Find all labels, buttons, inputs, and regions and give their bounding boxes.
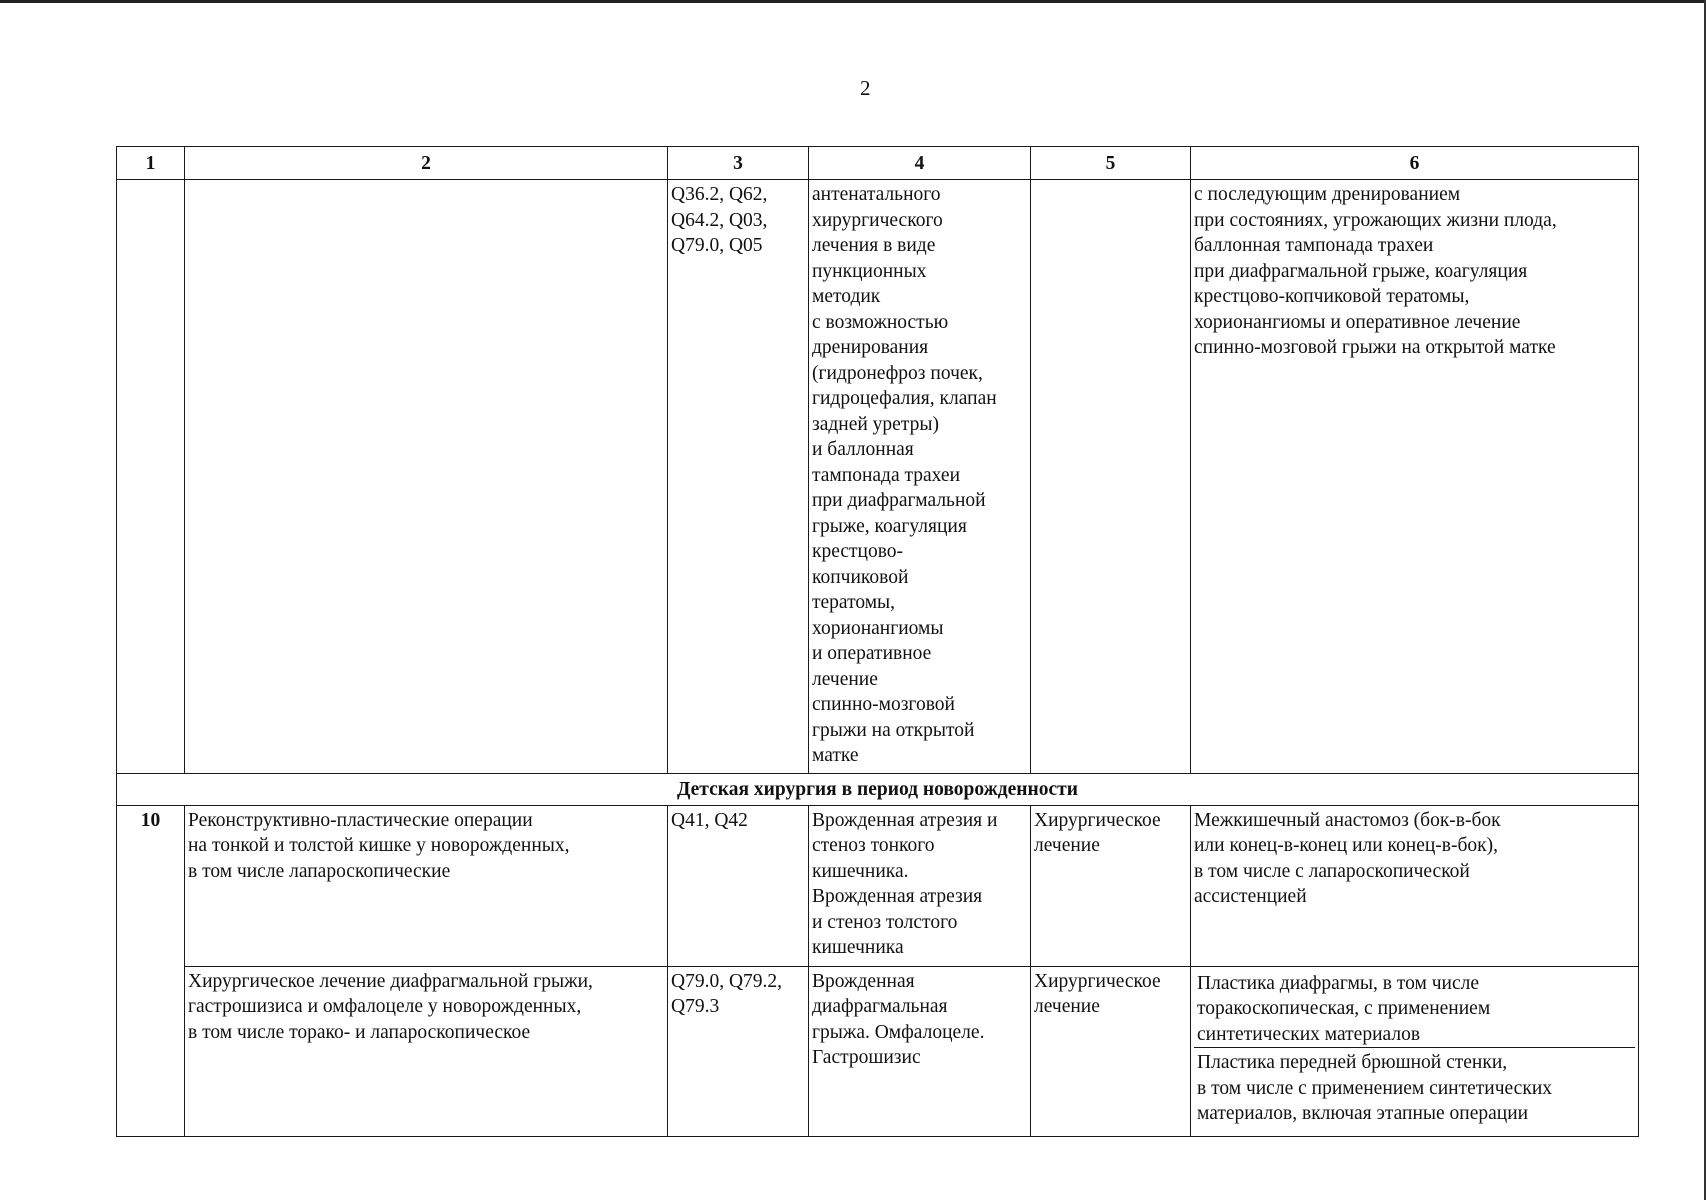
- column-header-5: 5: [1031, 147, 1191, 180]
- cell-patient-model: Врожденная диафрагмальная грыжа. Омфалоцеле. Гастрошизис: [809, 966, 1031, 1136]
- cell-icd-codes: Q41, Q42: [668, 805, 809, 966]
- table-header-row: [117, 147, 1639, 180]
- cell-patient-model: Врожденная атрезия и стеноз тонкого кишечника. Врожденная атрезия и стеноз толстого кишечника: [809, 805, 1031, 966]
- column-header-1: 1: [117, 147, 185, 180]
- cell-treatment-method: с последующим дренированием при состояниях, угрожающих жизни плода, баллонная тампонада трахеи при диафрагмальной грыже, коагуляция крестцово-копчиковой тератомы, хорионангиомы и оперативное лечение спинно-мозговой грыжи на открытой матке: [1191, 180, 1639, 774]
- cell-icd-codes: Q36.2, Q62, Q64.2, Q03, Q79.0, Q05: [668, 180, 809, 774]
- cell-row-number: 10: [117, 805, 185, 1136]
- cell-procedure-name: [185, 180, 668, 774]
- table-row-10: [117, 805, 1639, 966]
- treatment-method-abdominal-wall: Пластика передней брюшной стенки, в том числе с применением синтетических материалов, включая этапные операции: [1194, 1047, 1635, 1127]
- column-header-6: 6: [1191, 147, 1639, 180]
- cell-treatment-type: Хирургическое лечение: [1031, 805, 1191, 966]
- scan-top-edge: [0, 0, 1706, 3]
- table-row-continued: [117, 180, 1639, 774]
- cell-treatment-type: [1031, 180, 1191, 774]
- medical-procedures-table: [116, 146, 1639, 1137]
- cell-icd-codes: Q79.0, Q79.2, Q79.3: [668, 966, 809, 1136]
- cell-treatment-method-split: [1191, 966, 1639, 1136]
- column-header-4: 4: [809, 147, 1031, 180]
- section-title: Детская хирургия в период новорожденности: [117, 774, 1639, 806]
- cell-procedure-name: Хирургическое лечение диафрагмальной грыжи, гастрошизиса и омфалоцеле у новорожденных, в том числе торако- и лапароскопическое: [185, 966, 668, 1136]
- cell-treatment-type: Хирургическое лечение: [1031, 966, 1191, 1136]
- table-row-10-diaphragm: [117, 966, 1639, 1136]
- cell-procedure-name: Реконструктивно-пластические операции на тонкой и толстой кишке у новорожденных, в том числе лапароскопические: [185, 805, 668, 966]
- cell-treatment-method: Межкишечный анастомоз (бок-в-бок или конец-в-конец или конец-в-бок), в том числе с лапароскопической ассистенцией: [1191, 805, 1639, 966]
- column-header-2: 2: [185, 147, 668, 180]
- section-row: [117, 774, 1639, 806]
- page-number: 2: [860, 76, 871, 100]
- cell-patient-model: антенатального хирургического лечения в виде пункционных методик с возможностью дренирования (гидронефроз почек, гидроцефалия, клапан задней уретры) и баллонная тампонада трахеи при диафрагмальной грыже, коагуляция крестцово- копчиковой тератомы, хорионангиомы и оперативное лечение спинно-мозговой грыжи на открытой матке: [809, 180, 1031, 774]
- cell-number: [117, 180, 185, 774]
- treatment-method-diaphragm: Пластика диафрагмы, в том числе торакоскопическая, с применением синтетических материалов: [1197, 972, 1491, 1045]
- column-header-3: 3: [668, 147, 809, 180]
